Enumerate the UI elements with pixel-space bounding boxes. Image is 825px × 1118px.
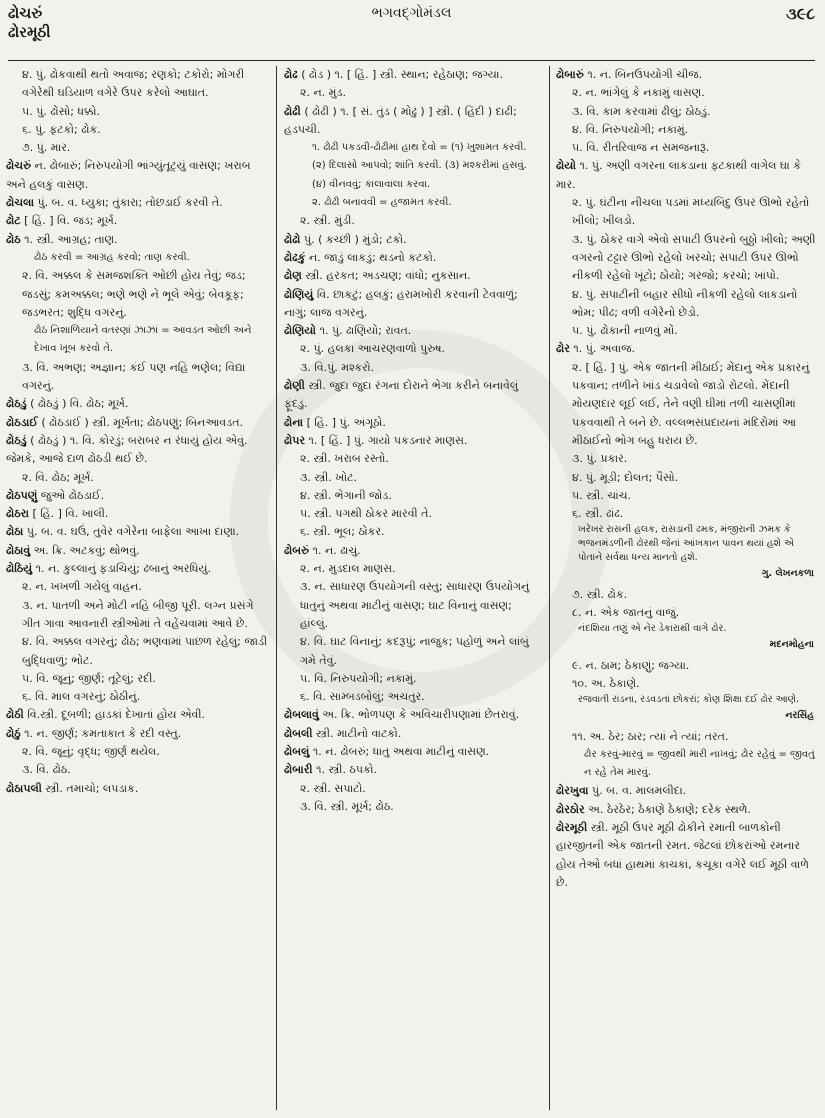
entry-definition: અ. ઠેરઠેર; ઠેકાણે ઠેકાણે; દરેક સ્થળે.	[588, 802, 751, 816]
sense-definition: ૨. ન. મુંડ.	[300, 86, 346, 100]
entry-definition: ન. જાડું લાકડું; થડનો કટકો.	[308, 250, 437, 264]
dictionary-entry	[6, 706, 268, 724]
sense-definition: ૬. પું. ફટકો; ઢોક.	[22, 122, 101, 136]
entry-definition: ૧. ન. જીર્ણ; કમતાકાત કે રદી વસ્તુ.	[24, 726, 182, 740]
entry-definition: ( ઢોઢી ) ૧. [ સં. તુંડ ( મોઢું ) ] સ્ત્રી. ( હિંદી ) દાઢી; હડપચી.	[284, 104, 517, 136]
dictionary-entry	[6, 523, 268, 541]
dictionary-entry	[6, 194, 268, 212]
sense-definition: ૩. વિ. ઢોઠ.	[22, 763, 71, 777]
dictionary-entry	[284, 725, 542, 743]
entry-definition: ૧. ન. બિનઉપયોગી ચીજ.	[587, 68, 703, 81]
entry-headword: ઢોટ	[6, 214, 21, 228]
quotation-source: નરસિંહ	[785, 710, 814, 722]
sense-definition: ૨. [ હિં. ] પું. એક જાતની મીઠાઈ; મેંદાનું એક પ્રકારનું પકવાન; તળીને ખાંડ ચડાવેલો જાડો રોટલો. મેંદાની મોયણદાર લૂઈ લઈ, તેને વણી ઘીમાં તળી ચાસણીમાં પકવવાથી તે બને છે. વલ્લભસંપ્રદાયનાં મંદિરોમાં આ મીઠાઈનો ભોગ બહુ ધરાય છે.	[572, 360, 810, 447]
sense-definition: ૪. વિ. ઘાટ વિનાનું; કદરૂપું; નાજુક; પહોળું અને લાંબું ગમે તેવું.	[300, 635, 529, 667]
entry-headword: ઢોબારી	[284, 763, 313, 777]
dictionary-entry	[284, 432, 542, 450]
dictionary-entry	[6, 414, 268, 432]
book-title: ભગવદ્ગોમંડલ	[371, 5, 452, 21]
sense-definition: ૬. સ્ત્રી. ભૂલ; ઠોકર.	[300, 525, 385, 539]
sense-definition: ૪. પું. સપાટીની બહાર સીધો નીકળી રહેલો લાકડાનો ભોમ; પીઢ; વળી વગેરેનો છેડો.	[572, 287, 798, 319]
sense-definition: ૩. વિ. અભણ; અજ્ઞાન; કંઈ પણ નહિ ભણેલ; વિદ્યા વગરનું.	[22, 360, 246, 393]
entry-headword: ઢોઢ	[284, 68, 298, 81]
entry-definition: પું. બ. વ. ધ્યુકા; તુંકારા; તોછડાઈ કરવી તે.	[37, 196, 223, 210]
entry-headword: ઢોર	[556, 342, 570, 356]
entry-definition: અ. ક્રિ. અટકવું; થોભવું.	[33, 543, 140, 557]
idiom-example: ઢોઠ નિશાળિયાને વતરણાં ઝાઝાં = આવડત ઓછી અને દેખાવ ખૂબ કરવો તે.	[34, 325, 252, 355]
entry-headword: ઢોઠ	[6, 232, 21, 246]
dictionary-entry	[284, 706, 542, 724]
dictionary-entry	[556, 340, 818, 358]
page-header	[8, 4, 815, 44]
sense-definition: ૧૧. અ. ઠેર; ઠાર; ત્યાં ને ત્યાં; તરત.	[572, 729, 729, 743]
entry-headword: ઢોઢો	[284, 232, 301, 246]
dictionary-entry	[556, 801, 818, 819]
last-headword: ઢોરમૂઠી	[8, 23, 51, 41]
entry-definition: સ્ત્રી. જુદા જુદા રંગના દોરાને ભેગા કરીને બનાવેલું ફૂંદડું.	[284, 379, 519, 411]
idiom-example: ૧. ઢોઢી પકડવી-ઢોઢીમાં હાથ દેવો = (૧) ખુશામત કરવી. (૨) દિલાસો આપવો; શાંતિ કરવી. (૩) મશ્કરીમાં હસવું. (૪) વીનવવું; કાલાવાલા કરવા.	[312, 142, 527, 190]
dictionary-entry	[6, 780, 268, 798]
entry-headword: ઢોબારું	[556, 68, 584, 81]
sense-definition: ૪. વિ. નિરુપયોગી; નકામું.	[572, 122, 689, 136]
dictionary-entry	[6, 432, 268, 469]
entry-headword: ઢોરઠોર	[556, 802, 585, 816]
entry-headword: ઢોબલી	[284, 726, 313, 740]
sense-definition: ૩. પું. પ્રકાર.	[572, 452, 628, 466]
dictionary-entry	[284, 377, 542, 414]
entry-definition: સ્ત્રી. તમાચો; લપડાક.	[45, 781, 139, 795]
idiom-example: ઢોર કરવું-મારવું = જીવથી મારી નાખવું; ઢોર રહેવું = જીવતું ન રહે તેમ મારવું.	[584, 748, 815, 779]
dictionary-entry	[284, 414, 542, 432]
entry-headword: ઢોણિયો	[284, 324, 317, 338]
sense-definition: ૨. ન. ખખળી ગયેલું વાહન.	[22, 580, 142, 594]
sense-definition: ૪. સ્ત્રી. ભેગાની જોડ.	[300, 488, 392, 502]
quotation: ખરેખર રાસની હલક, રાસડાની ઢમક, મંજીરાની ઝમક કે ભજનમંડળીની ઢોરથી જેનાં આંખકાન પાવન થયાં હશે એ પોતાને સર્વથા ધન્ય માનતો હશે.	[578, 524, 795, 564]
dictionary-entry	[556, 819, 818, 892]
entry-headword: ઢોબલું	[284, 744, 310, 758]
sense-definition: ૭. સ્ત્રી. ઢોક.	[572, 587, 628, 601]
entry-headword: ઢોઢી	[284, 104, 301, 118]
entry-definition: ( ઢોઠડું ) વિ. ઢોઠ; મૂર્ખ.	[30, 397, 129, 411]
entry-definition: ( ઢોડ ) ૧. [ હિં. ] સ્ત્રી. સ્થાન; રહેઠાણ; જગ્યા.	[301, 68, 503, 81]
column-divider	[276, 66, 277, 1110]
dictionary-entry	[6, 542, 268, 560]
entry-headword: ઢોઠિયું	[6, 562, 33, 576]
entry-definition: ૧. ન. ઢાચું.	[312, 543, 361, 557]
entry-definition: સ્ત્રી. હરકત; અડચણ; વાંધો; નુકસાન.	[305, 269, 471, 283]
dictionary-entry	[284, 542, 542, 560]
entry-headword: ઢોણિયું	[284, 287, 314, 301]
header-rule	[8, 60, 815, 61]
entry-definition: ૧. ન. કુલ્લાનું ફડાચિયું; ઢબાનું અરધિયું.	[35, 562, 212, 576]
entry-headword: ઢોબલાવું	[284, 708, 319, 722]
entry-headword: ઢોચરું	[6, 159, 32, 173]
sense-definition: ૫. વિ. નિરુપયોગી; નકામું.	[300, 671, 417, 685]
sense-definition: ૪. પું. મૂડી; દોલત; પૈસો.	[572, 470, 679, 484]
idiom-example: ઢોઠ કરવી = આગ્રહ કરવો; તાણ કરવી.	[34, 251, 190, 263]
sense-definition: ૨. સ્ત્રી. સપાટો.	[300, 781, 366, 795]
dictionary-entry	[556, 782, 818, 800]
entry-definition: પું. ( કચ્છી ) મુંડો; ટકો.	[303, 232, 407, 246]
dictionary-entry	[6, 231, 268, 249]
entry-headword: ઢોઠડાઈ	[6, 415, 38, 429]
sense-definition: ૩. વિ. કામ કરવામાં ઢીલું; ઠોઠડું.	[572, 104, 711, 118]
sense-definition: ૬. વિ. માલ વગરનું; ઠોઠીનું.	[22, 690, 141, 704]
entry-headword: ઢોણી	[284, 379, 305, 393]
dictionary-column-3	[556, 66, 818, 1110]
entry-definition: [ હિં. ] વિ. ખાલી.	[32, 507, 109, 521]
entry-definition: ( ઢોઠડાઈ ) સ્ત્રી. મૂર્ખતા; ઢોઠપણું; બિનઆવડત.	[41, 415, 243, 429]
entry-definition: ૧. સ્ત્રી. આગ્રહ; તાણ.	[24, 232, 118, 246]
sense-definition: ૨. વિ. અક્કલ કે સમજશક્તિ ઓછી હોય તેવું; જડ; જડસું; કમઅક્કલ; ભણે ભણે ને ભૂલે એવું; બેવકૂફ; જડભરત; શુદ્ધિ વગરનું.	[22, 269, 246, 319]
dictionary-entry	[284, 249, 542, 267]
column-divider	[549, 66, 550, 1110]
entry-definition: [ હિં. ] વિ. જડ; મૂર્ખ.	[24, 214, 118, 228]
sense-definition: ૭. પું. માર.	[22, 141, 71, 155]
entry-definition: [ હિં. ] પું. અંગૂઠો.	[306, 415, 386, 429]
sense-definition: ૨. વિ. જૂનું; વૃદ્ધ; જીર્ણ થયેલ.	[22, 744, 160, 758]
dictionary-entry	[284, 103, 542, 140]
entry-headword: ઢોઠડું	[6, 433, 27, 447]
dictionary-entry	[556, 66, 818, 84]
dictionary-entry	[6, 157, 268, 194]
sense-definition: ૪. પું. ઢોકવાથી થતો અવાજ; રણકો; ટકોરો; મોગરી વગેરેથી ઘડિયાળ વગેરે ઉપર કરેલો આઘાત.	[22, 68, 245, 100]
sense-definition: ૬. સ્ત્રી. ઢાંઢ.	[572, 507, 624, 521]
sense-definition: ૩. વિ. સ્ત્રી. મૂર્ખ; ઢોઠ.	[300, 799, 394, 813]
dictionary-column-2	[284, 66, 542, 1110]
sense-definition: ૫. સ્ત્રી. પગથી ઠોકર મારવી તે.	[300, 507, 432, 521]
entry-headword: ઢોઠી	[6, 708, 24, 722]
first-headword: ઢોચરું	[8, 4, 43, 22]
sense-definition: ૨. સ્ત્રી. મુંડી.	[300, 214, 355, 228]
sense-definition: ૨. સ્ત્રી. ખરાબ રસ્તો.	[300, 452, 389, 466]
sense-definition: ૪. વિ. અક્કલ વગરનું; ઢોઠ; ભણવામાં પાછળ રહેલું; જાડી બુદ્ધિવાળું; ભોટ.	[22, 635, 268, 667]
page-number: ૩૯૮	[786, 4, 815, 23]
sense-definition: ૯. ન. ઠામ; ઠેકાણું; જગ્યા.	[572, 658, 690, 672]
entry-headword: ઢોઠા	[6, 525, 24, 539]
entry-definition: પું. બ. વ. ઘઉં, તુવેર વગેરેના બાફેલા આખા દાણા.	[26, 525, 240, 539]
sense-definition: ૫. પું. ઢોંસો; ધક્કો.	[22, 104, 100, 118]
sense-definition: ૬. વિ. સામ્બડબોલું; અચતુર.	[300, 690, 425, 704]
dictionary-entry	[284, 761, 542, 779]
dictionary-entry	[6, 725, 268, 743]
entry-headword: ઢોચલા	[6, 196, 35, 210]
entry-definition: સ્ત્રી. મૂઠી ઉપર મૂઠી ઢોકીને રમાતી બાળકોની હારજીતની એક જાતની રમત. જેટલાં છોકરાંઓ રમનાર હોય તેઓ બધાં હાથમાં કાચકાં, કચૂકા વગેરે લઈ મૂઠી વાળે છે.	[556, 820, 809, 889]
entry-headword: ઢોઠાવું	[6, 543, 31, 557]
sense-definition: ૫. વિ. રીતરિવાજ ન સમજનારૂં.	[572, 141, 710, 155]
sense-definition: ૫. સ્ત્રી. ચાંચ.	[572, 488, 631, 502]
dictionary-entry	[284, 231, 542, 249]
idiom-example: ૨. ઢોઢી બનાવવી = હજામત કરવી.	[312, 197, 452, 209]
entry-headword: ઢોઠરા	[6, 507, 30, 521]
dictionary-entry	[6, 487, 268, 505]
sense-definition: ૨. પું. ઘંટીના નીચલા પડમાં મધ્યબિંદુ ઉપર ઊભો રહેતો ખીલો; ખીલડો.	[572, 196, 810, 228]
quotation: નંદશિયા તણું એ નેર ડેકારાથી વાગે ઢોર.	[578, 623, 727, 635]
dictionary-entry	[6, 212, 268, 230]
dictionary-entry	[6, 560, 268, 578]
quotation-source: મદનમોહના	[769, 639, 814, 651]
entry-headword: ઢોપર	[284, 433, 306, 447]
sense-definition: ૨. વિ. ઢોઠ; મૂર્ખ.	[22, 470, 94, 484]
dictionary-column-1	[6, 66, 268, 1110]
entry-definition: અ. ક્રિ. ભોળપણ કે અવિચારીપણામાં છેતરાવું.	[322, 708, 520, 722]
entry-headword: ઢોના	[284, 415, 304, 429]
entry-headword: ઢોઠું	[6, 726, 21, 740]
dictionary-entry	[556, 157, 818, 194]
dictionary-entry	[284, 286, 542, 323]
entry-definition: ( ઢોઠડું ) ૧. વિ. કોરડું; બરાબર ન રંધાયું હોય એવું. જેમકે, આજે દાળ ઢોઠડી થઈ છે.	[6, 433, 248, 466]
entry-headword: ઢોણ	[284, 269, 302, 283]
entry-headword: ઢોરખુવા	[556, 784, 589, 798]
sense-definition: ૫. વિ. જૂનું; જીર્ણ; તૂટેલું; રદી.	[22, 671, 156, 685]
entry-headword: ઢોબરું	[284, 543, 310, 557]
dictionary-entry	[284, 267, 542, 285]
sense-definition: ૩. સ્ત્રી. ખોટ.	[300, 470, 357, 484]
entry-headword: ઢોરમૂઠી	[556, 820, 588, 834]
quotation: રજવાતી રાંડના, રડવડતાં છોકરાં; કોણ શિક્ષા દઈ ઢોર આણે.	[578, 694, 800, 706]
dictionary-entry	[284, 743, 542, 761]
entry-definition: ૧. સ્ત્રી. ઠપકો.	[316, 763, 377, 777]
sense-definition: ૩. પું. ઠોકર વાગે એવો સપાટી ઉપરનો બુઠ્ઠો ખીલો; અણી વગરનો ટટ્ટાર ઊભો રહેલો ખરચો; સપાટી ઉપર ઊભો નીકળી રહેલો ખૂંટો; ઠોયો; ગરજો; કરચો; ખાંપો.	[572, 232, 816, 283]
entry-definition: ૧. ન. ઢોબરું; ધાતુ અથવા માટીનું વાસણ.	[312, 744, 490, 758]
sense-definition: ૧૦. અ. ઠેકાણે.	[572, 676, 640, 690]
sense-definition: ૮. ન. એક જાતનું વાજું.	[572, 606, 680, 620]
dictionary-entry	[6, 395, 268, 413]
sense-definition: ૩. વિ.પું. મશ્કરો.	[300, 360, 375, 374]
entry-headword: ઢોઢકું	[284, 250, 306, 264]
entry-headword: ઢોઠાપલી	[6, 781, 42, 795]
sense-definition: ૨. પું. હલકા આચરણવાળો પુરુષ.	[300, 342, 445, 356]
quotation-source: ગુ. લેખનકળા	[761, 568, 814, 580]
entry-headword: ઢોયો	[556, 159, 576, 173]
sense-definition: ૨. ન. ભાંગેલું કે નકામું વાસણ.	[572, 86, 705, 100]
entry-definition: ૧. પું. ઢાણિયો; રાવત.	[319, 324, 412, 338]
entry-definition: વિ. છાકટું; હલકું; હરામખોરી કરવાની ટેવવાળું; નાગું; લાજ વગરનું.	[284, 287, 518, 319]
sense-definition: ૫. પું. ઢોકાની નાળવું મોં.	[572, 324, 678, 338]
entry-headword: ઢોઠડું	[6, 397, 27, 411]
entry-definition: સ્ત્રી. માટીનો વાટકો.	[316, 726, 402, 740]
dictionary-entry	[284, 66, 542, 84]
sense-definition: ૨. ન. મુડદાલ માણસ.	[300, 562, 396, 576]
dictionary-entry	[6, 505, 268, 523]
entry-definition: ૧. [ હિં. ] પું. ગાયો પકડનાર માણસ.	[308, 433, 468, 447]
entry-definition: વિ.સ્ત્રી. દૂબળી; હાડકાં દેખાતાં હોય એવી.	[27, 708, 206, 722]
entry-definition: ૧. પું. અવાજ.	[573, 342, 635, 356]
entry-definition: ૧. પું. અણી વગરના લાકડાના ફટકાથી વાગેલ ઘા કે માર.	[556, 159, 802, 191]
sense-definition: ૩. ન. સાધારણ ઉપયોગની વસ્તુ; સાધારણ ઉપયોગનું ધાતુનું અથવા માટીનું વાસણ; ઘાટ વિનાનું વાસણ; હાંલ્લું.	[300, 580, 530, 630]
sense-definition: ૩. ન. પાતળી અને મોટી નહિ બીજી પૂરી. લગ્ન પ્રસંગે ગીત ગાવા આવનારી સ્ત્રીઓમાં તે વહેંચવામાં આવે છે.	[22, 598, 254, 630]
entry-definition: જુઓ ઢોઠડાઈ.	[40, 488, 105, 502]
dictionary-entry	[284, 322, 542, 340]
entry-definition: ન. ઢોબારું; નિરુપયોગી ભાંગ્યુંતૂટ્યું વાસણ; ખરાબ અને હલકું વાસણ.	[6, 159, 251, 191]
entry-headword: ઢોઠપણું	[6, 488, 38, 502]
entry-definition: પું. બ. વ. માલમલીદા.	[592, 784, 687, 798]
